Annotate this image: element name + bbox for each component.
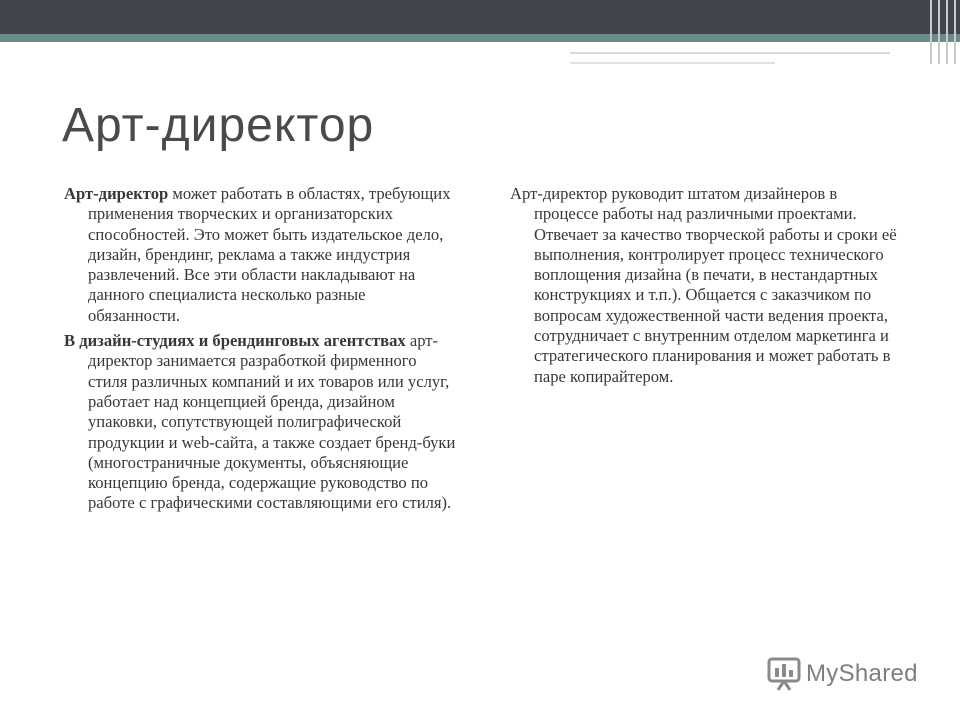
decorative-line xyxy=(570,62,775,64)
left-paragraph-2 xyxy=(64,331,456,514)
presentation-board-icon xyxy=(766,656,802,692)
decorative-vertical-line xyxy=(954,0,956,64)
left-paragraph-2-text: арт-директор занимается разработкой фирменного стиля различных компаний и их товаров или услуг, работает над концепцией бренда, дизайном упаковки, сопутствующей полиграфической продукции и web-сайта, а также создает бренд-буки (многостраничные документы, объясняющие концепцию бренда, содержащие руководство по работе с графическими составляющими его стиля). xyxy=(88,331,456,513)
left-column xyxy=(64,184,456,519)
watermark-text: MyShared xyxy=(806,660,918,687)
myshared-watermark[interactable] xyxy=(766,656,918,692)
left-paragraph-1-bold: Арт-директор xyxy=(64,184,169,203)
left-paragraph-1-text: может работать в областях, требующих применения творческих и организаторских способностей. Это может быть издательское дело, дизайн, брендинг, реклама а также индустрия развлечений. Все эти области накладывают на данного специалиста несколько разные обязанности. xyxy=(88,184,451,325)
left-paragraph-2-bold: В дизайн-студиях и брендинговых агентствах xyxy=(64,331,406,351)
slide-title: Арт-директор xyxy=(62,99,375,152)
right-column xyxy=(510,184,902,392)
right-paragraph-1 xyxy=(510,184,902,387)
decorative-vertical-line xyxy=(938,0,940,64)
decorative-line xyxy=(570,52,890,54)
decorative-vertical-line xyxy=(930,0,932,64)
header-accent-stripe xyxy=(0,34,960,42)
decorative-vertical-line xyxy=(946,0,948,64)
top-header-bar xyxy=(0,0,960,34)
left-paragraph-1 xyxy=(64,184,456,326)
right-paragraph-1-text: Арт-директор руководит штатом дизайнеров в процессе работы над различными проектами. Отвечает за качество творческой работы и сроки её выполнения, контролирует процесс технического воплощения дизайна (в печати, в нестандартных конструкциях и т.п.). Общается с заказчиком по вопросам художественной части ведения проекта, сотрудничает с внутренним отделом маркетинга и стратегического планирования и может работать в паре копирайтером. xyxy=(510,184,897,386)
